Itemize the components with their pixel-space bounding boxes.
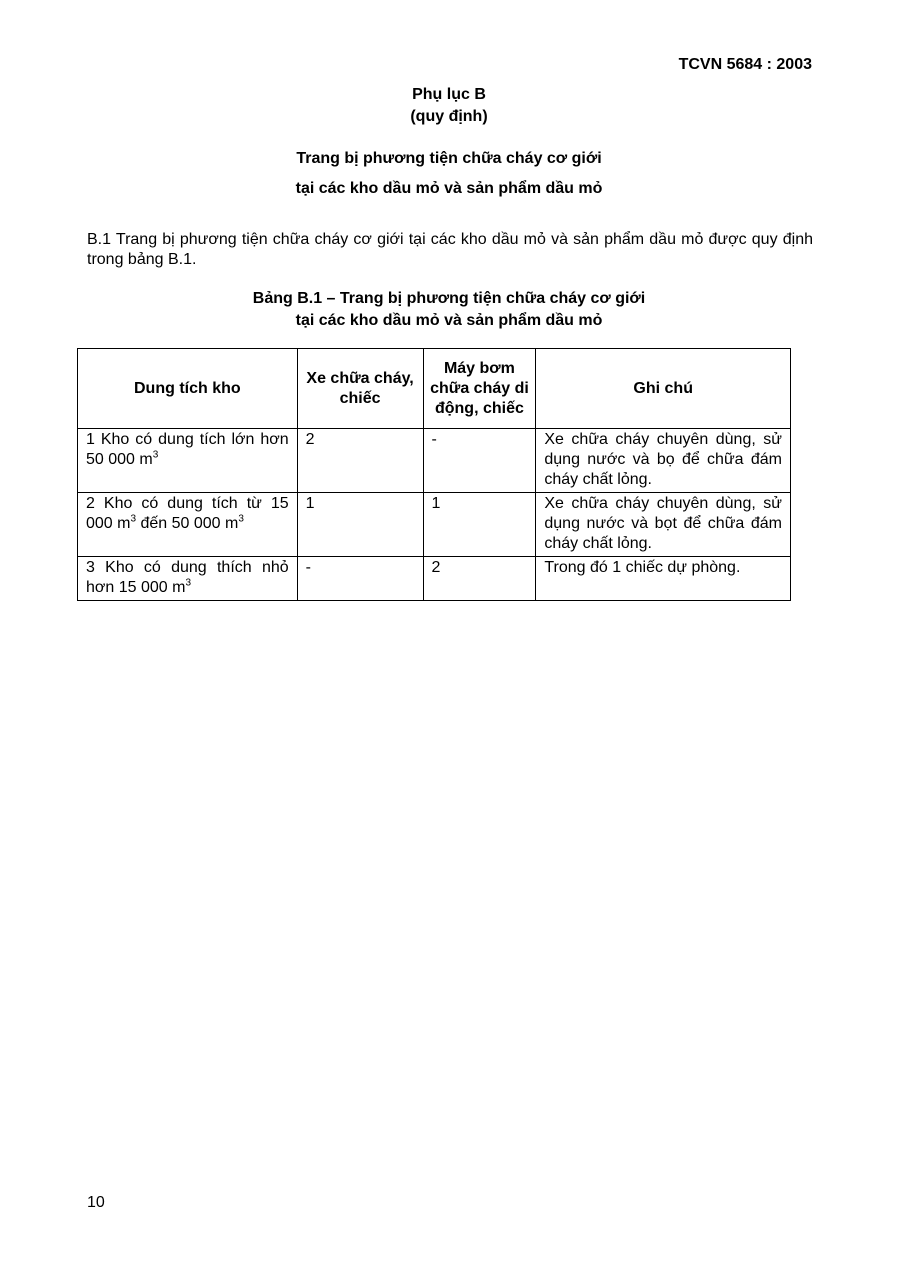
annex-heading-line2: tại các kho dầu mỏ và sản phẩm dầu mỏ <box>295 180 603 197</box>
capacity-text: 2 Kho có dung tích từ 15 000 m <box>86 495 289 532</box>
unit-exponent: 3 <box>130 513 137 525</box>
cell-note: Xe chữa cháy chuyên dùng, sử dụng nước và bọ để chữa đám cháy chất lỏng. <box>536 429 791 493</box>
table-row <box>78 493 791 557</box>
body-paragraph: B.1 Trang bị phương tiện chữa cháy cơ giới tại các kho dầu mỏ và sản phẩm dầu mỏ được quy định trong bảng B.1. <box>87 231 813 268</box>
page-number: 10 <box>87 1194 105 1211</box>
cell-trucks: - <box>297 557 423 601</box>
cell-pumps: - <box>423 429 536 493</box>
table-caption-line2: tại các kho dầu mỏ và sản phẩm dầu mỏ <box>295 312 603 329</box>
unit-exponent: 3 <box>185 577 192 589</box>
annex-title: Phụ lục B <box>412 86 486 103</box>
capacity-text: 3 Kho có dung thích nhỏ hơn 15 000 m <box>86 559 289 596</box>
standard-code: TCVN 5684 : 2003 <box>678 56 812 73</box>
table-row <box>78 557 791 601</box>
table-row <box>78 429 791 493</box>
cell-pumps: 2 <box>423 557 536 601</box>
header-notes: Ghi chú <box>536 349 791 429</box>
cell-trucks: 2 <box>297 429 423 493</box>
header-fire-trucks: Xe chữa cháy, chiếc <box>297 349 423 429</box>
cell-trucks: 1 <box>297 493 423 557</box>
unit-exponent: 3 <box>152 449 159 461</box>
cell-capacity <box>78 557 298 601</box>
cell-capacity <box>78 429 298 493</box>
equipment-table <box>77 348 791 601</box>
cell-pumps: 1 <box>423 493 536 557</box>
cell-note: Xe chữa cháy chuyên dùng, sử dụng nước và bọt để chữa đám cháy chất lỏng. <box>536 493 791 557</box>
annex-subtitle: (quy định) <box>410 108 488 125</box>
capacity-text: 1 Kho có dung tích lớn hơn 50 000 m <box>86 431 289 468</box>
header-capacity: Dung tích kho <box>78 349 298 429</box>
header-portable-pumps: Máy bơm chữa cháy di động, chiếc <box>423 349 536 429</box>
cell-capacity <box>78 493 298 557</box>
table-header-row <box>78 349 791 429</box>
unit-exponent: 3 <box>238 513 244 525</box>
cell-note: Trong đó 1 chiếc dự phòng. <box>536 557 791 601</box>
capacity-text-cont: đến 50 000 m <box>136 515 239 532</box>
table-caption-line1: Bảng B.1 – Trang bị phương tiện chữa cháy cơ giới <box>252 290 646 307</box>
annex-heading-line1: Trang bị phương tiện chữa cháy cơ giới <box>296 150 602 167</box>
